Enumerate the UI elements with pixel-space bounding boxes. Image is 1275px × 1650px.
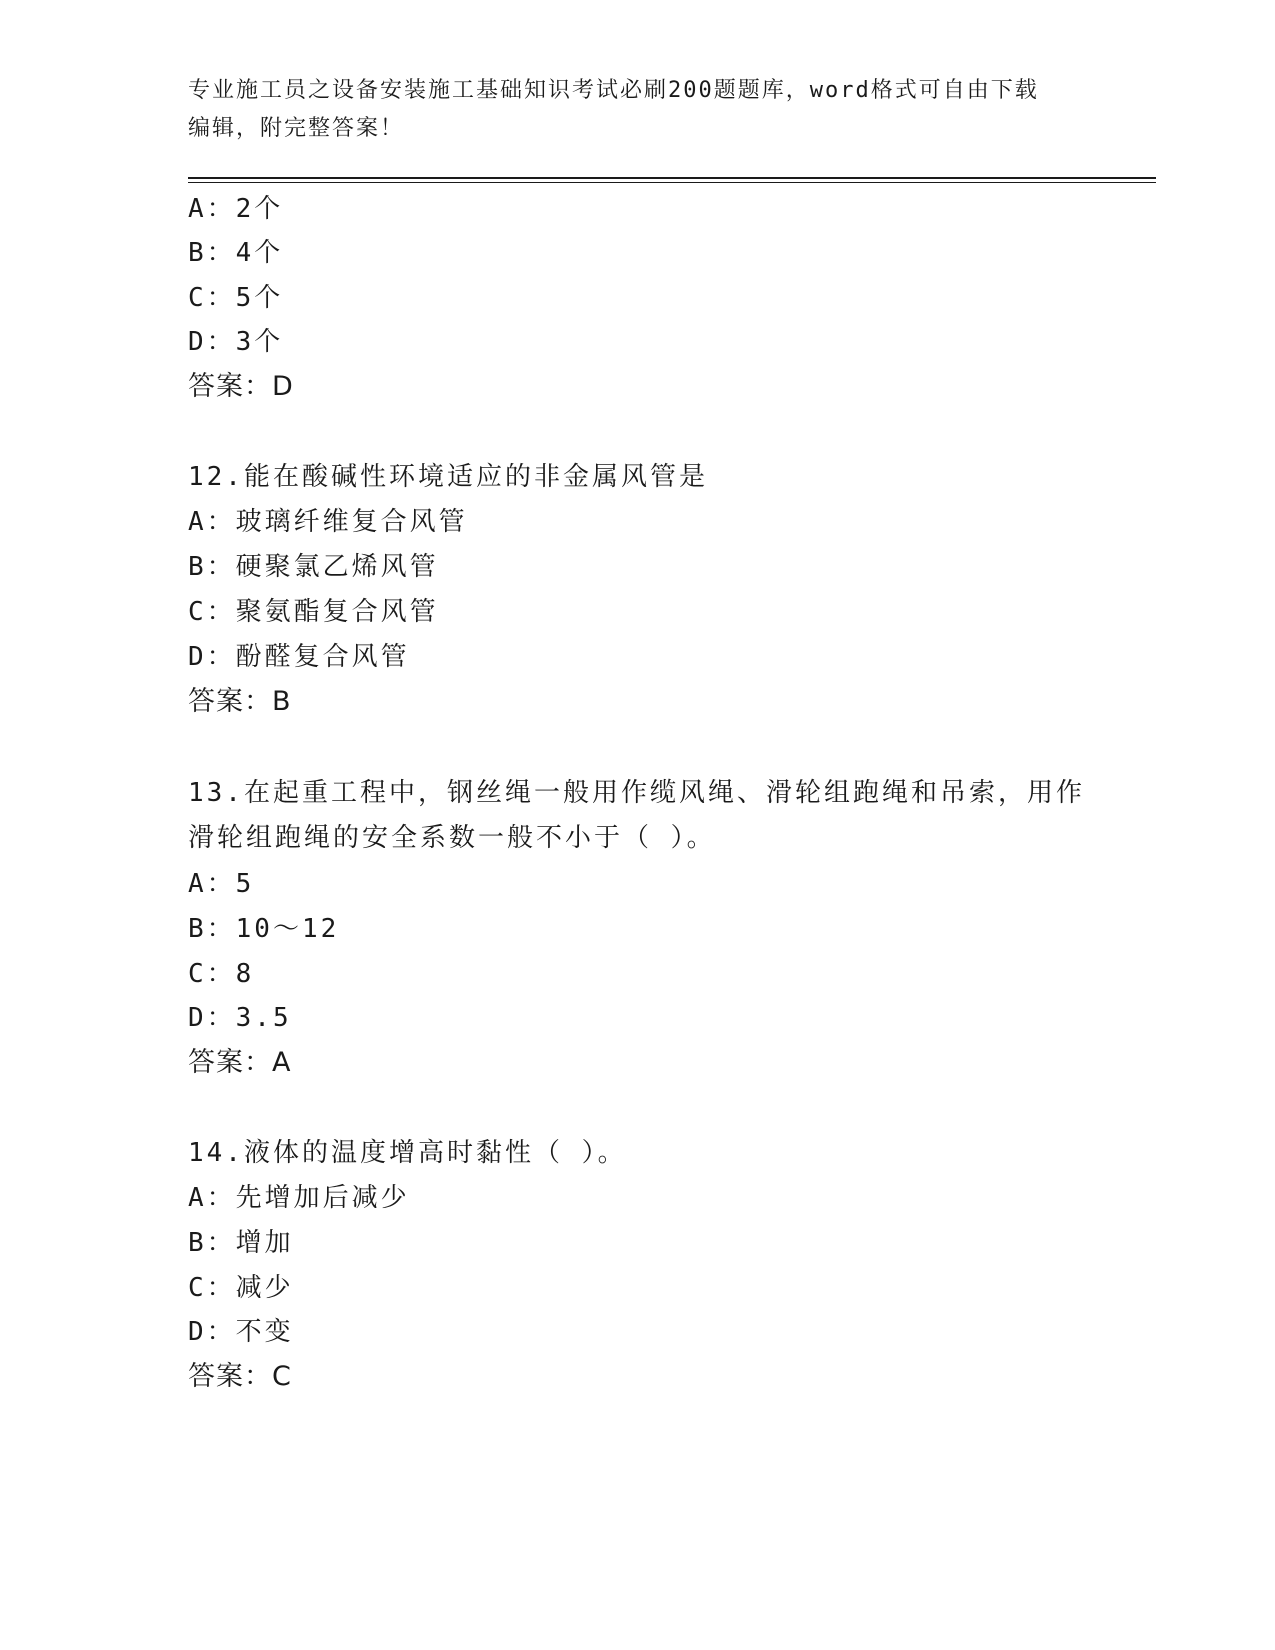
- q12-option-b: B：硬聚氯乙烯风管: [188, 552, 439, 582]
- q11-option-a: A：2个: [188, 194, 284, 224]
- q13-option-d: D：3.5: [188, 1003, 292, 1033]
- q12-title: 12.能在酸碱性环境适应的非金属风管是: [188, 462, 708, 492]
- q11-option-b: B：4个: [188, 238, 284, 268]
- q13-option-b: B：10～12: [188, 914, 340, 944]
- q14-answer: 答案：C: [188, 1361, 292, 1392]
- q14-option-d: D：不变: [188, 1317, 294, 1347]
- q11-answer: 答案：D: [188, 371, 294, 402]
- q13-title-line-2: 滑轮组跑绳的安全系数一般不小于（ ）。: [188, 823, 716, 853]
- q11-option-d: D：3个: [188, 327, 284, 357]
- q11-option-c: C：5个: [188, 283, 284, 313]
- q14-title: 14.液体的温度增高时黏性（ ）。: [188, 1138, 627, 1168]
- header-divider-thick: [188, 177, 1156, 179]
- q14-option-b: B：增加: [188, 1228, 294, 1258]
- q12-option-a: A：玻璃纤维复合风管: [188, 507, 468, 537]
- q13-answer: 答案：A: [188, 1047, 292, 1078]
- q13-title-line-1: 13.在起重工程中，钢丝绳一般用作缆风绳、滑轮组跑绳和吊索，用作: [188, 778, 1085, 808]
- header-line-1: 专业施工员之设备安装施工基础知识考试必刷200题题库，word格式可自由下载: [188, 78, 1039, 103]
- document-header: [188, 72, 1068, 148]
- q12-answer: 答案：B: [188, 686, 292, 717]
- q13-option-a: A：5: [188, 869, 255, 899]
- header-line-2: 编辑，附完整答案！: [188, 116, 405, 141]
- q14-option-c: C：减少: [188, 1273, 294, 1303]
- q12-option-d: D：酚醛复合风管: [188, 642, 410, 672]
- q14-option-a: A：先增加后减少: [188, 1183, 410, 1213]
- q12-option-c: C：聚氨酯复合风管: [188, 597, 439, 627]
- q13-option-c: C：8: [188, 959, 255, 989]
- header-divider-thin: [188, 182, 1156, 183]
